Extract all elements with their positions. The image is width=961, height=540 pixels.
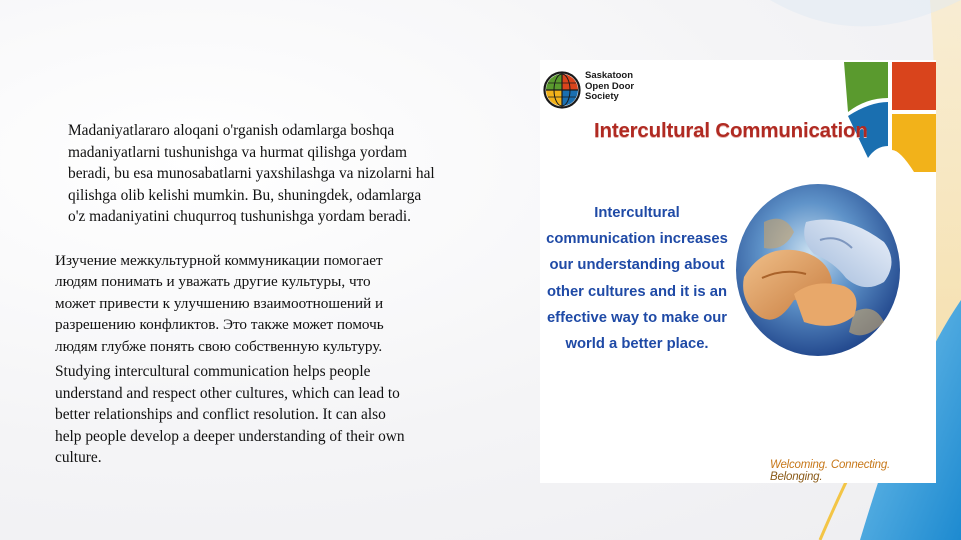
intercultural-communication-image: [540, 60, 936, 483]
card-message-line: other cultures and it is an: [546, 283, 728, 300]
paragraph-uzbek: [68, 120, 508, 228]
paragraph-line: madaniyatlarni tushunishga va hurmat qilishga yordam: [68, 143, 407, 161]
paragraph-line: Изучение межкультурной коммуникации помогает: [55, 252, 383, 269]
paragraph-line: может привести к улучшению взаимоотношений и: [55, 294, 384, 312]
paragraph-line: understand and respect other cultures, which can lead to: [55, 384, 400, 402]
tagline-part: Belonging.: [770, 471, 823, 483]
card-message-line: communication increases: [546, 231, 728, 248]
org-name-line: Saskatoon: [585, 70, 634, 81]
paragraph-english: [55, 361, 475, 469]
color-blocks-graphic: [840, 60, 936, 172]
paragraph-line: Studying intercultural communication helps people: [55, 363, 371, 380]
card-message-line: Intercultural: [594, 205, 680, 221]
paragraph-line: o'z madaniyatini chuqurroq tushunishga yordam beradi.: [68, 208, 411, 226]
paragraph-line: better relationships and conflict resolution. It can also: [55, 406, 386, 424]
card-message: [542, 200, 732, 357]
paragraph-line: людям глубже понять свою собственную культуру.: [55, 337, 383, 355]
paragraph-line: help people develop a deeper understanding of their own: [55, 427, 405, 445]
paragraph-line: culture.: [55, 449, 102, 467]
paragraph-line: qilishga olib kelishi mumkin. Bu, shuningdek, odamlarga: [68, 186, 422, 204]
card-message-line: effective way to make our: [546, 309, 728, 326]
card-message-line: world a better place.: [565, 336, 709, 353]
org-name-line: Society: [585, 91, 619, 103]
paragraph-line: людям понимать и уважать другие культуры, что: [55, 273, 371, 291]
paragraph-russian: [55, 250, 475, 357]
paragraph-line: разрешению конфликтов. Это также может помочь: [55, 316, 384, 334]
paragraph-line: beradi, bu esa munosabatlarni yaxshilashga va nizolarni hal: [68, 165, 435, 183]
hands-globe-icon: [734, 182, 902, 358]
organization-name: [585, 71, 634, 103]
org-name-line: Open Door: [585, 80, 635, 92]
paragraph-line: Madaniyatlararo aloqani o'rganish odamlarga boshqa: [68, 122, 395, 139]
card-title: Intercultural Communication: [594, 119, 868, 142]
card-message-line: our understanding about: [549, 257, 725, 274]
globe-logo-icon: [542, 62, 582, 114]
card-tagline: [770, 459, 936, 483]
tagline-part: Welcoming. Connecting.: [770, 459, 891, 471]
